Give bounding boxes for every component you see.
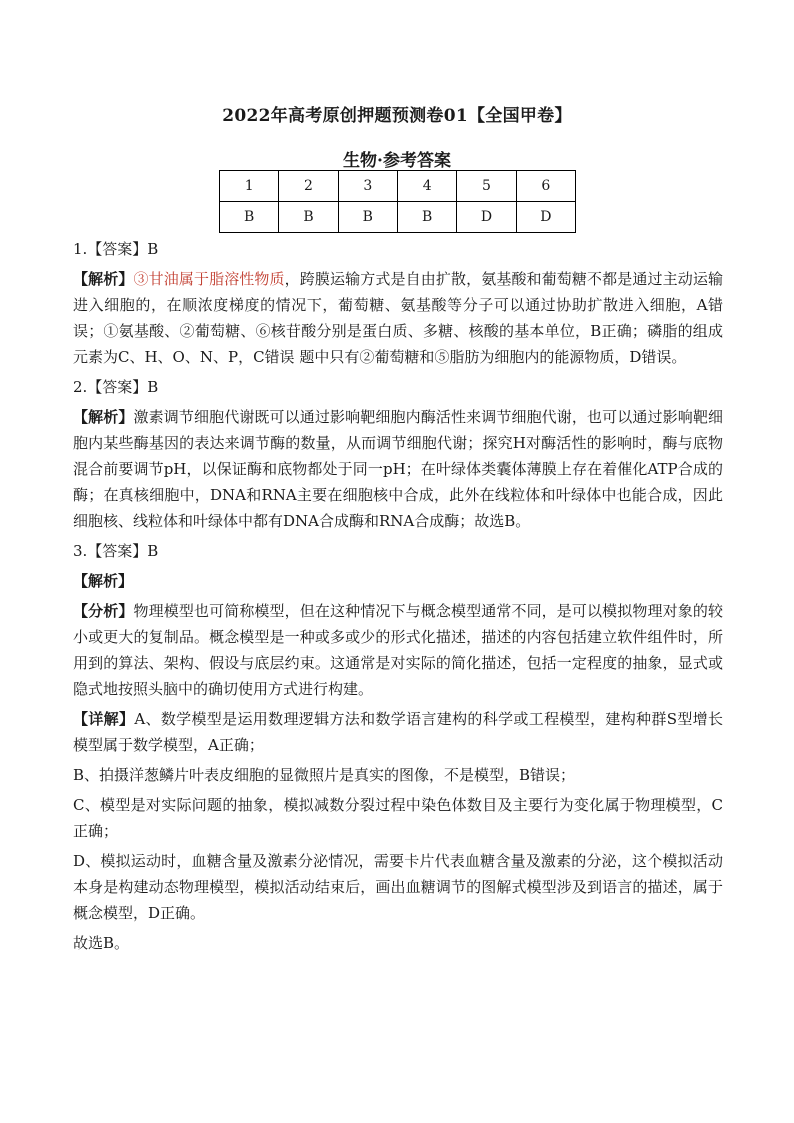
q3-analysis-label: 【解析】 [73,572,134,590]
q3-option-a [73,706,723,758]
xiangjie-label: 【详解】 [73,710,135,728]
q3-option-b: B、拍摄洋葱鳞片叶表皮细胞的显微照片是真实的图像，不是模型，B错误； [73,766,576,784]
q3-conclusion: 故选B。 [73,934,130,952]
q1-analysis-highlight: ③甘油属于脂溶性物质 [133,270,285,288]
q2-analysis [73,404,723,534]
q3-fenxi-text: 物理模型也可简称模型，但在这种情况下与概念模型通常不同，是可以模拟物理对象的较小或更大的复制品。概念模型是一种或多或少的形式化描述，描述的内容包括建立软件组件时，所用到的算法、架构、假设与底层约束。这通常是对实际的简化描述，包括一定程度的抽象，显式或隐式地按照头脑中的确切使用方式进行构建。 [73,602,723,698]
q3-answer-heading: 3.【答案】B [73,542,159,560]
q1-analysis-text: ，跨膜运输方式是自由扩散，氨基酸和葡萄糖不都是通过主动运输进入细胞的，在顺浓度梯度的情况下，葡萄糖、氨基酸等分子可以通过协助扩散进入细胞，A错误；①氨基酸、②葡萄糖、⑥核苷酸分别是蛋白质、多糖、核酸的基本单位，B正确；磷脂的组成元素为C、H、O、N、P，C错误 题中只有②葡萄糖和⑤脂肪为细胞内的能源物质，D错误。 [73,270,723,366]
answer-cell: B [338,202,397,233]
answer-table-number-row [220,171,576,202]
answer-cell: B [279,202,338,233]
q1-analysis [73,266,723,370]
q1-answer-heading: 1.【答案】B [73,240,159,258]
q3-fenxi [73,598,723,702]
answer-explanations [73,236,723,960]
document-title: 2022年高考原创押题预测卷01【全国甲卷】 [222,106,572,126]
question-number-cell: 2 [279,171,338,202]
fenxi-label: 【分析】 [73,602,134,620]
answer-table-answer-row [220,202,576,233]
q3-option-d: D、模拟运动时，血糖含量及激素分泌情况，需要卡片代表血糖含量及激素的分泌，这个模拟活动本身是构建动态物理模型，模拟活动结束后，画出血糖调节的图解式模型涉及到语言的描述，属于概念模型，D正确。 [73,852,723,922]
answer-cell: B [220,202,279,233]
analysis-label: 【解析】 [73,270,134,288]
analysis-label: 【解析】 [73,408,134,426]
question-number-cell: 6 [516,171,575,202]
answer-cell: D [516,202,575,233]
question-number-cell: 5 [457,171,516,202]
question-number-cell: 4 [397,171,456,202]
q2-answer-heading: 2.【答案】B [73,378,159,396]
document-subtitle: 生物·参考答案 [343,151,451,171]
question-number-cell: 3 [338,171,397,202]
q3-option-a-text: A、数学模型是运用数理逻辑方法和数学语言建构的科学或工程模型，建构种群S型增长模型属于数学模型，A正确； [73,710,723,754]
answer-cell: B [397,202,456,233]
question-number-cell: 1 [220,171,279,202]
q3-option-c: C、模型是对实际问题的抽象，模拟减数分裂过程中染色体数目及主要行为变化属于物理模型，C正确； [73,796,723,840]
answer-cell: D [457,202,516,233]
answer-table [219,170,576,233]
q2-analysis-text: 激素调节细胞代谢既可以通过影响靶细胞内酶活性来调节细胞代谢，也可以通过影响靶细胞内某些酶基因的表达来调节酶的数量，从而调节细胞代谢；探究H对酶活性的影响时，酶与底物混合前要调节pH，以保证酶和底物都处于同一pH；在叶绿体类囊体薄膜上存在着催化ATP合成的酶；在真核细胞中，DNA和RNA主要在细胞核中合成，此外在线粒体和叶绿体中也能合成，因此细胞核、线粒体和叶绿体中都有DNA合成酶和RNA合成酶；故选B。 [73,408,723,530]
